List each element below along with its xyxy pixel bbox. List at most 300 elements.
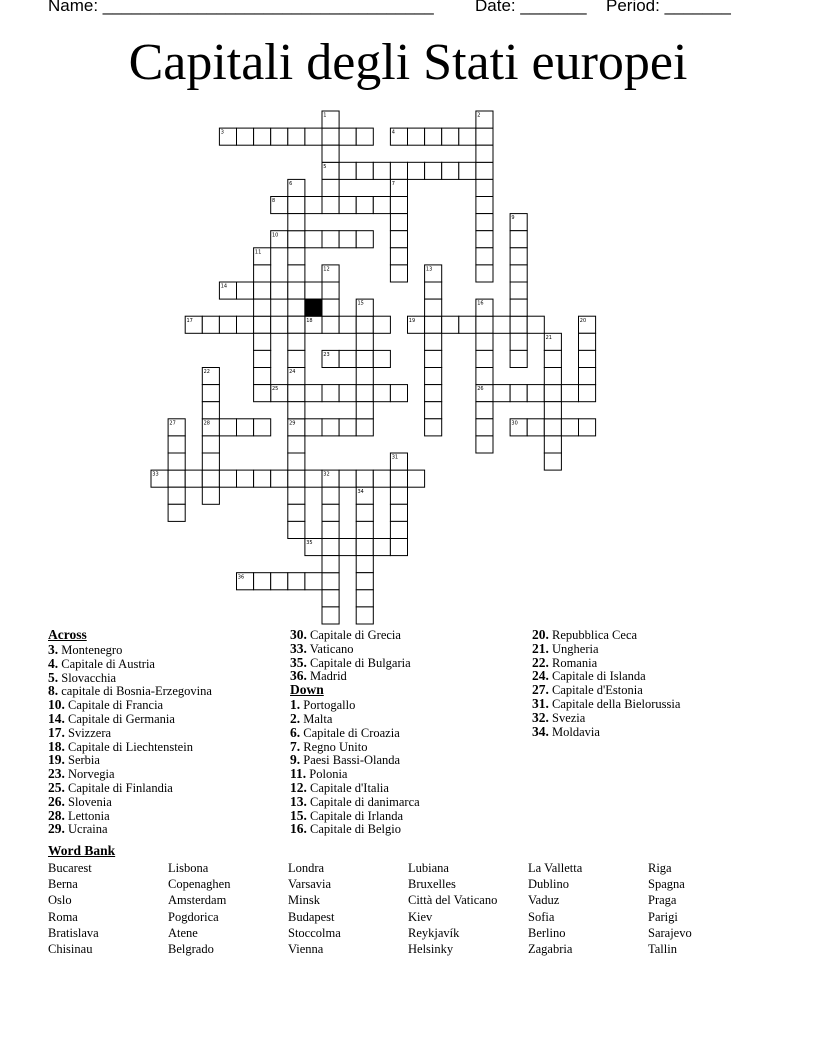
clue-item — [532, 642, 680, 656]
grid-cell[interactable] — [425, 385, 442, 402]
grid-cell[interactable] — [476, 197, 493, 214]
grid-cell[interactable] — [579, 333, 596, 350]
grid-cell[interactable] — [322, 539, 339, 556]
grid-cell[interactable] — [288, 248, 305, 265]
grid-cell[interactable] — [510, 316, 527, 333]
grid-cell[interactable] — [476, 436, 493, 453]
clue-item — [532, 669, 680, 683]
grid-cell[interactable] — [202, 402, 219, 419]
clue-num: 33. — [290, 640, 307, 656]
clue-num: 32. — [532, 709, 549, 725]
clue-item — [290, 726, 420, 740]
grid-cell[interactable] — [476, 128, 493, 145]
word-bank-item: La Valletta — [528, 861, 583, 875]
clue-number: 22 — [203, 369, 210, 376]
grid-cell[interactable] — [237, 419, 254, 436]
clue-num: 24. — [532, 668, 549, 684]
grid-cell[interactable] — [476, 248, 493, 265]
word-bank-item: Bruxelles — [408, 877, 456, 892]
grid-cell[interactable] — [373, 539, 390, 556]
grid-cell[interactable] — [476, 316, 493, 333]
grid-cell[interactable] — [510, 350, 527, 367]
grid-cell[interactable] — [561, 385, 578, 402]
grid-cell[interactable] — [288, 316, 305, 333]
grid-cell[interactable] — [476, 350, 493, 367]
grid-cell[interactable] — [356, 419, 373, 436]
clue-num: 18. — [48, 738, 65, 754]
grid-cell[interactable] — [390, 385, 407, 402]
clue-text: Slovenia — [64, 794, 112, 809]
grid-cell[interactable] — [168, 504, 185, 521]
period-field[interactable]: Period: _______ — [606, 0, 731, 15]
grid-cell[interactable] — [288, 333, 305, 350]
clue-number: 33 — [152, 471, 159, 478]
grid-cell[interactable] — [510, 282, 527, 299]
grid-cell[interactable] — [168, 470, 185, 487]
grid-cell[interactable] — [356, 231, 373, 248]
clue-item — [290, 712, 420, 726]
grid-cell[interactable] — [202, 436, 219, 453]
clue-num: 36. — [290, 668, 307, 684]
clue-number: 12 — [323, 266, 330, 273]
grid-cell[interactable] — [202, 470, 219, 487]
grid-cell[interactable] — [254, 385, 271, 402]
grid-cell[interactable] — [356, 573, 373, 590]
grid-cell[interactable] — [579, 419, 596, 436]
clue-text: Norvegia — [64, 767, 115, 782]
clue-num: 29. — [48, 821, 65, 837]
grid-cell[interactable] — [356, 470, 373, 487]
clue-item — [290, 781, 420, 795]
grid-cell[interactable] — [288, 504, 305, 521]
clue-item — [48, 684, 212, 698]
grid-cell[interactable] — [339, 162, 356, 179]
clue-text: Portogallo — [300, 698, 356, 713]
date-field[interactable]: Date: _______ — [475, 0, 587, 15]
grid-cell[interactable] — [373, 385, 390, 402]
clues-col2 — [290, 628, 420, 836]
clue-text: Madrid — [306, 669, 347, 684]
clue-number: 15 — [357, 300, 364, 307]
grid-cell[interactable] — [339, 385, 356, 402]
grid-cell[interactable] — [544, 350, 561, 367]
grid-cell[interactable] — [339, 197, 356, 214]
clue-num: 28. — [48, 807, 65, 823]
grid-cell[interactable] — [322, 607, 339, 624]
word-bank-item: Tallin — [648, 942, 677, 956]
grid-cell[interactable] — [373, 162, 390, 179]
grid-cell[interactable] — [237, 316, 254, 333]
clue-text: Capitale della Bielorussia — [548, 696, 681, 711]
grid-cell[interactable] — [373, 316, 390, 333]
clue-number: 36 — [237, 574, 245, 581]
grid-cell[interactable] — [356, 504, 373, 521]
grid-cell[interactable] — [305, 197, 322, 214]
grid-cell[interactable] — [408, 128, 425, 145]
clue-item — [532, 711, 680, 725]
grid-cell[interactable] — [476, 368, 493, 385]
grid-cell[interactable] — [373, 350, 390, 367]
grid-cell[interactable] — [237, 128, 254, 145]
clue-item — [532, 628, 680, 642]
grid-cell[interactable] — [476, 179, 493, 196]
clue-text: Lettonia — [64, 808, 110, 823]
grid-cell[interactable] — [254, 299, 271, 316]
clue-item — [48, 726, 212, 740]
clue-num: 31. — [532, 695, 549, 711]
grid-cell[interactable] — [476, 402, 493, 419]
grid-cell[interactable] — [322, 521, 339, 538]
clue-num: 3. — [48, 642, 59, 657]
grid-cell[interactable] — [356, 607, 373, 624]
grid-cell[interactable] — [390, 521, 407, 538]
grid-cell[interactable] — [476, 265, 493, 282]
grid-cell[interactable] — [219, 470, 236, 487]
grid-cell[interactable] — [442, 162, 459, 179]
grid-cell[interactable] — [390, 470, 407, 487]
grid-cell[interactable] — [288, 350, 305, 367]
grid-cell[interactable] — [544, 368, 561, 385]
grid-cell[interactable] — [305, 128, 322, 145]
grid-cell[interactable] — [356, 333, 373, 350]
grid-cell[interactable] — [425, 350, 442, 367]
grid-cell[interactable] — [322, 487, 339, 504]
grid-cell[interactable] — [339, 470, 356, 487]
grid-cell[interactable] — [288, 231, 305, 248]
grid-cell[interactable] — [271, 282, 288, 299]
clue-item — [290, 628, 420, 642]
grid-cell[interactable] — [544, 402, 561, 419]
clue-text: Svizzera — [64, 725, 112, 740]
grid-cell[interactable] — [288, 521, 305, 538]
grid-cell[interactable] — [544, 436, 561, 453]
grid-cell[interactable] — [322, 504, 339, 521]
clue-text: Montenegro — [58, 643, 123, 657]
grid-cell[interactable] — [202, 487, 219, 504]
grid-cell[interactable] — [288, 402, 305, 419]
grid-cell[interactable] — [322, 145, 339, 162]
clue-number: 30 — [511, 420, 518, 427]
clue-text: Capitale di danimarca — [306, 794, 420, 809]
grid-cell[interactable] — [561, 419, 578, 436]
grid-cell[interactable] — [305, 470, 322, 487]
clue-num: 22. — [532, 654, 549, 670]
grid-cell[interactable] — [442, 128, 459, 145]
grid-cell[interactable] — [356, 368, 373, 385]
grid-cell[interactable] — [339, 419, 356, 436]
grid-cell[interactable] — [579, 368, 596, 385]
word-bank-item: Kiev — [408, 909, 433, 924]
grid-cell[interactable] — [408, 470, 425, 487]
down-clues-col3 — [532, 628, 680, 738]
grid-cell[interactable] — [390, 539, 407, 556]
word-bank-item: Vienna — [288, 942, 324, 956]
clue-num: 13. — [290, 793, 307, 809]
grid-cell[interactable] — [322, 573, 339, 590]
grid-cell[interactable] — [288, 299, 305, 316]
grid-cell[interactable] — [288, 436, 305, 453]
clue-text: Capitale di Francia — [64, 698, 164, 713]
clue-number: 21 — [545, 334, 552, 341]
grid-cell[interactable] — [237, 282, 254, 299]
grid-cell[interactable] — [425, 282, 442, 299]
grid-cell[interactable] — [271, 316, 288, 333]
clue-item — [48, 781, 212, 795]
grid-cell[interactable] — [322, 231, 339, 248]
grid-cell[interactable] — [271, 470, 288, 487]
grid-cell[interactable] — [390, 265, 407, 282]
clue-num: 11. — [290, 766, 307, 782]
clue-item — [48, 698, 212, 712]
clue-item — [290, 740, 420, 754]
grid-cell[interactable] — [254, 128, 271, 145]
grid-cell[interactable] — [544, 385, 561, 402]
grid-cell[interactable] — [168, 487, 185, 504]
grid-cell[interactable] — [510, 248, 527, 265]
grid-cell[interactable] — [442, 316, 459, 333]
grid-cell[interactable] — [510, 299, 527, 316]
grid-cell[interactable] — [373, 197, 390, 214]
clue-number: 20 — [579, 317, 587, 324]
grid-cell[interactable] — [459, 128, 476, 145]
grid-cell[interactable] — [390, 248, 407, 265]
grid-cell[interactable] — [202, 316, 219, 333]
grid-cell[interactable] — [339, 316, 356, 333]
grid-cell[interactable] — [356, 316, 373, 333]
grid-cell[interactable] — [288, 214, 305, 231]
clue-text: Capitale di Finlandia — [64, 780, 173, 795]
clue-text: Repubblica Ceca — [548, 628, 638, 642]
grid-cell[interactable] — [288, 573, 305, 590]
grid-cell[interactable] — [322, 419, 339, 436]
clue-num: 27. — [532, 682, 549, 698]
grid-cell[interactable] — [356, 197, 373, 214]
grid-cell[interactable] — [322, 128, 339, 145]
clue-number: 32 — [323, 471, 330, 478]
clue-item — [48, 822, 212, 836]
grid-cell[interactable] — [390, 162, 407, 179]
clue-num: 35. — [290, 654, 307, 670]
grid-cell[interactable] — [288, 128, 305, 145]
grid-cell[interactable] — [510, 265, 527, 282]
grid-cell[interactable] — [322, 556, 339, 573]
clue-num: 7. — [290, 738, 301, 754]
grid-cell[interactable] — [356, 539, 373, 556]
grid-cell[interactable] — [476, 419, 493, 436]
grid-cell[interactable] — [356, 402, 373, 419]
grid-cell[interactable] — [271, 573, 288, 590]
grid-cell[interactable] — [305, 419, 322, 436]
word-bank-item: Lisbona — [168, 861, 209, 875]
grid-cell[interactable] — [493, 316, 510, 333]
grid-cell[interactable] — [493, 385, 510, 402]
grid-cell[interactable] — [390, 231, 407, 248]
grid-cell[interactable] — [425, 316, 442, 333]
grid-cell[interactable] — [356, 350, 373, 367]
grid-cell[interactable] — [459, 316, 476, 333]
grid-cell[interactable] — [168, 453, 185, 470]
word-bank-item: Bratislava — [48, 925, 99, 940]
grid-cell[interactable] — [425, 368, 442, 385]
grid-cell[interactable] — [185, 470, 202, 487]
clue-num: 23. — [48, 766, 65, 782]
clue-number: 31 — [391, 454, 399, 461]
grid-cell[interactable] — [237, 470, 254, 487]
grid-cell[interactable] — [425, 299, 442, 316]
grid-cell[interactable] — [356, 521, 373, 538]
grid-cell[interactable] — [288, 385, 305, 402]
grid-cell[interactable] — [322, 590, 339, 607]
grid-cell[interactable] — [356, 128, 373, 145]
clue-item — [48, 643, 212, 657]
word-bank-item: Sofia — [528, 909, 555, 924]
clue-text: Capitale di Bulgaria — [306, 655, 411, 670]
grid-cell[interactable] — [373, 470, 390, 487]
grid-cell[interactable] — [339, 539, 356, 556]
grid-cell[interactable] — [322, 299, 339, 316]
grid-cell[interactable] — [288, 265, 305, 282]
grid-cell[interactable] — [288, 487, 305, 504]
word-bank-item: Budapest — [288, 909, 335, 924]
grid-cell[interactable] — [476, 145, 493, 162]
grid-cell[interactable] — [202, 385, 219, 402]
grid-cell[interactable] — [425, 162, 442, 179]
grid-cell[interactable] — [322, 282, 339, 299]
grid-cell[interactable] — [254, 350, 271, 367]
grid-cell[interactable] — [425, 402, 442, 419]
grid-cell[interactable] — [408, 162, 425, 179]
across-clues-col1 — [48, 628, 212, 836]
name-field[interactable]: Name: ___________________________________ — [48, 0, 434, 15]
grid-cell[interactable] — [356, 385, 373, 402]
grid-cell[interactable] — [425, 419, 442, 436]
word-bank-item: Vaduz — [528, 893, 560, 908]
grid-cell[interactable] — [476, 162, 493, 179]
grid-cell[interactable] — [254, 470, 271, 487]
grid-cell[interactable] — [322, 316, 339, 333]
grid-cell[interactable] — [390, 214, 407, 231]
grid-cell[interactable] — [579, 385, 596, 402]
clue-item — [290, 656, 420, 670]
grid-cell[interactable] — [254, 419, 271, 436]
word-bank-item: Pogdorica — [168, 909, 219, 924]
word-bank-item: Helsinky — [408, 942, 454, 956]
grid-cell[interactable] — [168, 436, 185, 453]
word-bank-item: Spagna — [648, 877, 685, 892]
grid-cell[interactable] — [476, 214, 493, 231]
clue-item — [48, 809, 212, 823]
clue-num: 8. — [48, 683, 59, 699]
grid-cell[interactable] — [339, 350, 356, 367]
down-heading: Down — [290, 682, 324, 698]
grid-cell[interactable] — [544, 453, 561, 470]
grid-cell[interactable] — [390, 197, 407, 214]
grid-cell[interactable] — [305, 573, 322, 590]
grid-cell[interactable] — [219, 419, 236, 436]
grid-cell[interactable] — [356, 590, 373, 607]
grid-cell[interactable] — [322, 179, 339, 196]
grid-cell[interactable] — [322, 197, 339, 214]
clue-text: Regno Unito — [300, 739, 368, 754]
word-bank-item: Bucarest — [48, 861, 92, 875]
clue-number: 25 — [272, 386, 279, 393]
clue-item — [532, 656, 680, 670]
grid-cell[interactable] — [254, 368, 271, 385]
clue-item — [290, 698, 420, 712]
grid-cell[interactable] — [271, 128, 288, 145]
grid-cell[interactable] — [425, 128, 442, 145]
clue-text: capitale di Bosnia-Erzegovina — [58, 684, 212, 699]
grid-cell[interactable] — [510, 333, 527, 350]
grid-cell[interactable] — [254, 333, 271, 350]
grid-cell[interactable] — [254, 316, 271, 333]
grid-cell[interactable] — [288, 453, 305, 470]
clue-text: Polonia — [306, 767, 348, 782]
grid-cell[interactable] — [339, 231, 356, 248]
grid-cell[interactable] — [254, 265, 271, 282]
clue-number: 29 — [289, 420, 296, 427]
clue-num: 5. — [48, 669, 59, 685]
grid-cell[interactable] — [356, 556, 373, 573]
grid-cell[interactable] — [527, 419, 544, 436]
grid-cell[interactable] — [510, 385, 527, 402]
clue-item — [48, 767, 212, 781]
grid-cell[interactable] — [339, 128, 356, 145]
clue-item — [48, 795, 212, 809]
grid-cell[interactable] — [390, 504, 407, 521]
clue-number: 18 — [306, 317, 313, 324]
grid-cell[interactable] — [288, 282, 305, 299]
grid-cell[interactable] — [305, 385, 322, 402]
grid-cell[interactable] — [476, 231, 493, 248]
clue-num: 25. — [48, 779, 65, 795]
grid-cell[interactable] — [254, 282, 271, 299]
clue-number: 6 — [289, 181, 293, 187]
clue-number: 34 — [357, 488, 364, 495]
grid-cell[interactable] — [305, 231, 322, 248]
clue-item — [48, 712, 212, 726]
clue-text: Capitale di Islanda — [548, 669, 646, 684]
grid-cell[interactable] — [254, 573, 271, 590]
grid-cell[interactable] — [288, 197, 305, 214]
clue-num: 6. — [290, 724, 301, 740]
grid-cell[interactable] — [579, 350, 596, 367]
grid-cell[interactable] — [219, 316, 236, 333]
grid-cell[interactable] — [305, 282, 322, 299]
grid-cell[interactable] — [476, 333, 493, 350]
clue-number: 16 — [477, 300, 484, 307]
grid-cell[interactable] — [459, 162, 476, 179]
clue-num: 19. — [48, 752, 65, 768]
grid-cell[interactable] — [288, 470, 305, 487]
clue-num: 10. — [48, 697, 65, 713]
word-bank-item: Chisinau — [48, 942, 93, 956]
clue-text: Capitale di Austria — [58, 656, 155, 671]
clue-text: Slovacchia — [58, 670, 117, 685]
grid-cell[interactable] — [527, 316, 544, 333]
grid-cell[interactable] — [390, 487, 407, 504]
grid-cell[interactable] — [425, 333, 442, 350]
grid-cell[interactable] — [527, 385, 544, 402]
grid-cell[interactable] — [544, 419, 561, 436]
clue-num: 17. — [48, 724, 65, 740]
grid-cell[interactable] — [202, 453, 219, 470]
grid-cell[interactable] — [510, 231, 527, 248]
grid-cell[interactable] — [356, 162, 373, 179]
clue-text: Capitale di Irlanda — [306, 808, 404, 823]
grid-cell[interactable] — [322, 385, 339, 402]
clue-item — [48, 753, 212, 767]
